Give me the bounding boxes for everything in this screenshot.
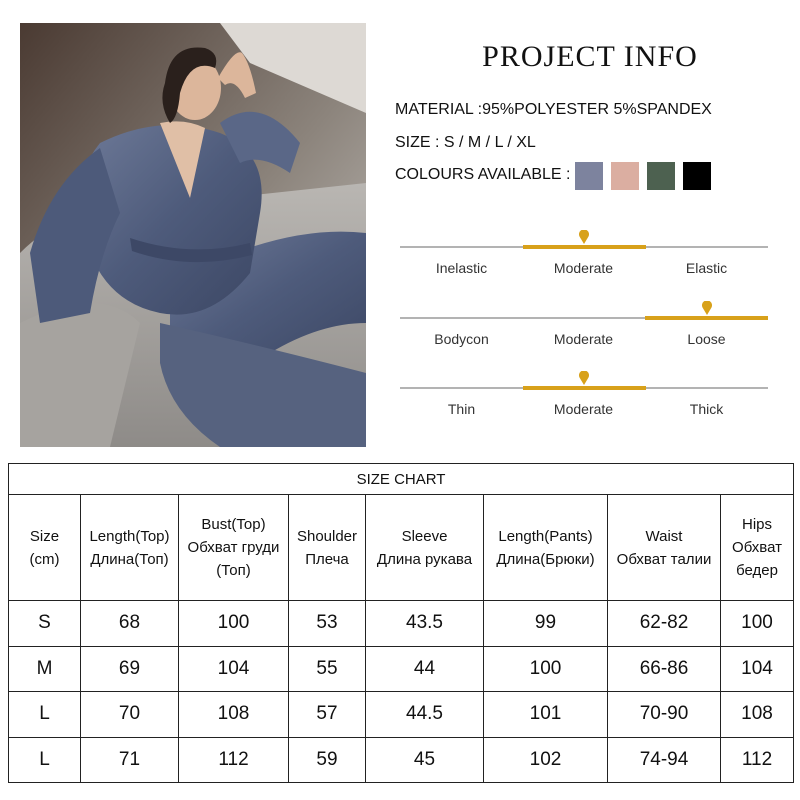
column-header: Shoulder Плеча <box>289 495 366 601</box>
table-cell: S <box>9 601 81 647</box>
table-cell: 69 <box>81 646 179 692</box>
scale-label: Thick <box>689 401 724 417</box>
table-cell: 100 <box>484 646 608 692</box>
column-header: Size (cm) <box>9 495 81 601</box>
scale-label: Moderate <box>553 401 614 417</box>
scale-label: Thin <box>447 401 476 417</box>
table-cell: 112 <box>721 737 794 783</box>
table-cell: 57 <box>289 692 366 738</box>
column-header: Waist Обхват талии <box>608 495 721 601</box>
table-cell: 100 <box>179 601 289 647</box>
table-cell: 101 <box>484 692 608 738</box>
scale-highlight <box>523 245 646 249</box>
table-cell: 68 <box>81 601 179 647</box>
scale-highlight <box>645 316 768 320</box>
table-row <box>9 646 794 692</box>
product-photo <box>20 23 366 447</box>
table-cell: M <box>9 646 81 692</box>
table-cell: 70-90 <box>608 692 721 738</box>
table-cell: 99 <box>484 601 608 647</box>
colours-label: COLOURS AVAILABLE : <box>395 166 571 183</box>
column-header: Length(Pants) Длина(Брюки) <box>484 495 608 601</box>
location-pin-icon <box>701 301 713 315</box>
scale-label: Inelastic <box>435 260 488 276</box>
size-chart-table <box>8 463 794 783</box>
colour-swatch <box>683 162 711 190</box>
table-cell: 102 <box>484 737 608 783</box>
table-cell: 66-86 <box>608 646 721 692</box>
scale-highlight <box>523 386 646 390</box>
size-text: SIZE : S / M / L / XL <box>395 134 536 151</box>
table-cell: 74-94 <box>608 737 721 783</box>
colour-swatch <box>611 162 639 190</box>
colour-swatch <box>575 162 603 190</box>
column-header: Length(Top) Длина(Топ) <box>81 495 179 601</box>
table-cell: 104 <box>179 646 289 692</box>
elasticity-scale <box>400 246 768 296</box>
table-cell: L <box>9 692 81 738</box>
material-text: MATERIAL :95%POLYESTER 5%SPANDEX <box>395 101 712 118</box>
size-chart-caption: SIZE CHART <box>9 464 794 495</box>
scale-label: Bodycon <box>434 331 489 347</box>
table-row <box>9 601 794 647</box>
table-cell: L <box>9 737 81 783</box>
thickness-scale <box>400 387 768 437</box>
table-cell: 62-82 <box>608 601 721 647</box>
table-cell: 104 <box>721 646 794 692</box>
table-cell: 59 <box>289 737 366 783</box>
table-cell: 108 <box>179 692 289 738</box>
table-cell: 55 <box>289 646 366 692</box>
page-title: PROJECT INFO <box>482 40 698 73</box>
location-pin-icon <box>578 371 590 385</box>
table-cell: 43.5 <box>366 601 484 647</box>
scale-label: Elastic <box>685 260 728 276</box>
column-header: Hips Обхват бедер <box>721 495 794 601</box>
scale-label: Loose <box>687 331 726 347</box>
column-header: Bust(Top) Обхват груди (Топ) <box>179 495 289 601</box>
table-cell: 45 <box>366 737 484 783</box>
colour-swatches <box>575 162 711 190</box>
column-header: Sleeve Длина рукава <box>366 495 484 601</box>
model-photo-illustration <box>20 23 366 447</box>
table-cell: 53 <box>289 601 366 647</box>
scale-label: Moderate <box>553 260 614 276</box>
size-chart <box>8 463 793 783</box>
table-cell: 112 <box>179 737 289 783</box>
colour-swatch <box>647 162 675 190</box>
header-row <box>9 495 794 601</box>
fit-scale <box>400 317 768 367</box>
table-cell: 100 <box>721 601 794 647</box>
table-row <box>9 692 794 738</box>
location-pin-icon <box>578 230 590 244</box>
table-row <box>9 737 794 783</box>
table-cell: 70 <box>81 692 179 738</box>
table-cell: 108 <box>721 692 794 738</box>
table-cell: 71 <box>81 737 179 783</box>
table-cell: 44 <box>366 646 484 692</box>
table-cell: 44.5 <box>366 692 484 738</box>
scale-label: Moderate <box>553 331 614 347</box>
